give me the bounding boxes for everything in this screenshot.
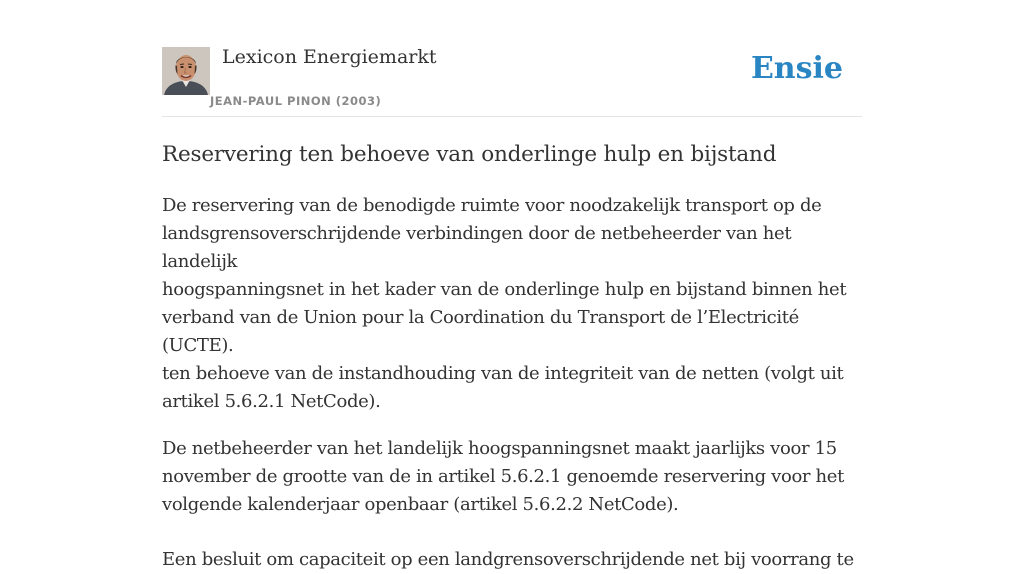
entry-content [162, 140, 862, 574]
author-name[interactable]: JEAN-PAUL PINON (2003) [210, 94, 382, 108]
author-portrait-icon [162, 47, 210, 95]
paragraph-line: De reservering van de benodigde ruimte voor noodzakelijk transport op de [162, 195, 822, 216]
paragraph-line: Een besluit om capaciteit op een landgrensoverschrijdende net bij voorrang te [162, 549, 854, 570]
paragraph-line: De netbeheerder van het landelijk hoogspanningsnet maakt jaarlijks voor 15 [162, 438, 837, 459]
paragraph-line: ten behoeve van de instandhouding van de integriteit van de netten (volgt uit [162, 363, 844, 384]
paragraph-line: landsgrensoverschrijdende verbindingen door de netbeheerder van het landelijk [162, 223, 792, 272]
book-title[interactable]: Lexicon Energiemarkt [222, 46, 437, 68]
entry-paragraph [162, 192, 862, 416]
ensie-logo[interactable]: Ensie [750, 51, 843, 86]
paragraph-line: artikel 5.6.2.1 NetCode). [162, 391, 381, 412]
paragraph-line: november de grootte van de in artikel 5.6.2.1 genoemde reservering voor het [162, 466, 844, 487]
entry-paragraph [162, 435, 862, 519]
header [162, 0, 862, 117]
entry-title: Reservering ten behoeve van onderlinge hulp en bijstand [162, 142, 777, 167]
author-avatar[interactable] [162, 47, 210, 95]
paragraph-line: hoogspanningsnet in het kader van de onderlinge hulp en bijstand binnen het [162, 279, 847, 300]
paragraph-line: volgende kalenderjaar openbaar (artikel 5.6.2.2 NetCode). [162, 494, 679, 515]
paragraph-line: verband van de Union pour la Coordination du Transport de l’Electricité (UCTE). [162, 307, 799, 356]
entry-paragraph [162, 546, 862, 574]
